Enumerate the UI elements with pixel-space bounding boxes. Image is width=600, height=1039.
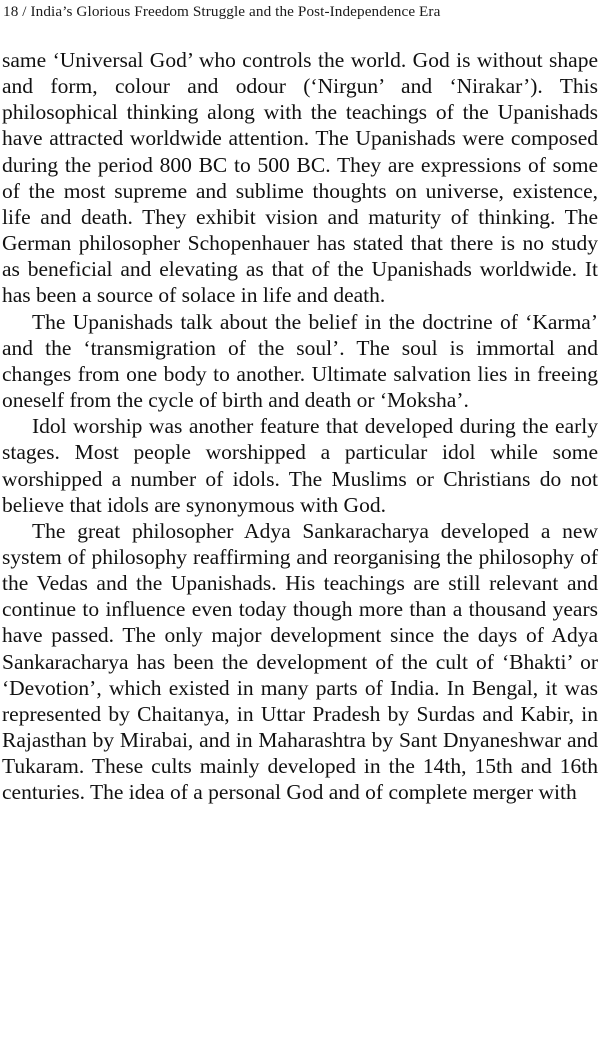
paragraph-idol-worship: Idol worship was another feature that developed during the early stages. Most people worshipped a particular idol while some worshipped a number of idols. The Muslims or Christians do not believe that idols are synonymous with God.: [2, 414, 598, 517]
body-text: [2, 47, 598, 806]
running-head: 18 / India’s Glorious Freedom Struggle and the Post-Independence Era: [3, 3, 441, 20]
paragraph-karma: The Upanishads talk about the belief in the doctrine of ‘Karma’ and the ‘transmigration of the soul’. The soul is immortal and changes from one body to another. Ultimate salvation lies in freeing oneself from the cycle of birth and death or ‘Moksha’.: [2, 309, 598, 413]
paragraph-universal-god: same ‘Universal God’ who controls the world. God is without shape and form, colour and odour (‘Nirgun’ and ‘Nirakar’). This philosophical thinking along with the teachings of the Upanishads have attracted worldwide attention. The Upanishads were composed during the period 800 BC to 500 BC. They are expressions of some of the most supreme and sublime thoughts on universe, existence, life and death. They exhibit vision and maturity of thinking. The German philosopher Schopenhauer has stated that there is no study as beneficial and elevating as that of the Upanishads worldwide. It has been a source of solace in life and death.: [2, 48, 598, 308]
paragraph-sankaracharya: The great philosopher Adya Sankaracharya developed a new system of philosophy reaffirming and reorganising the philosophy of the Vedas and the Upanishads. His teachings are still relevant and continue to influence even today though more than a thousand years have passed. The only major development since the days of Adya Sankaracharya has been the development of the cult of ‘Bhakti’ or ‘Devotion’, which existed in many parts of India. In Bengal, it was represented by Chaitanya, in Uttar Pradesh by Surdas and Kabir, in Rajasthan by Mirabai, and in Maharashtra by Sant Dnyaneshwar and Tukaram. These cults mainly developed in the 14th, 15th and 16th centuries. The idea of a personal God and of complete merger with: [2, 518, 598, 805]
